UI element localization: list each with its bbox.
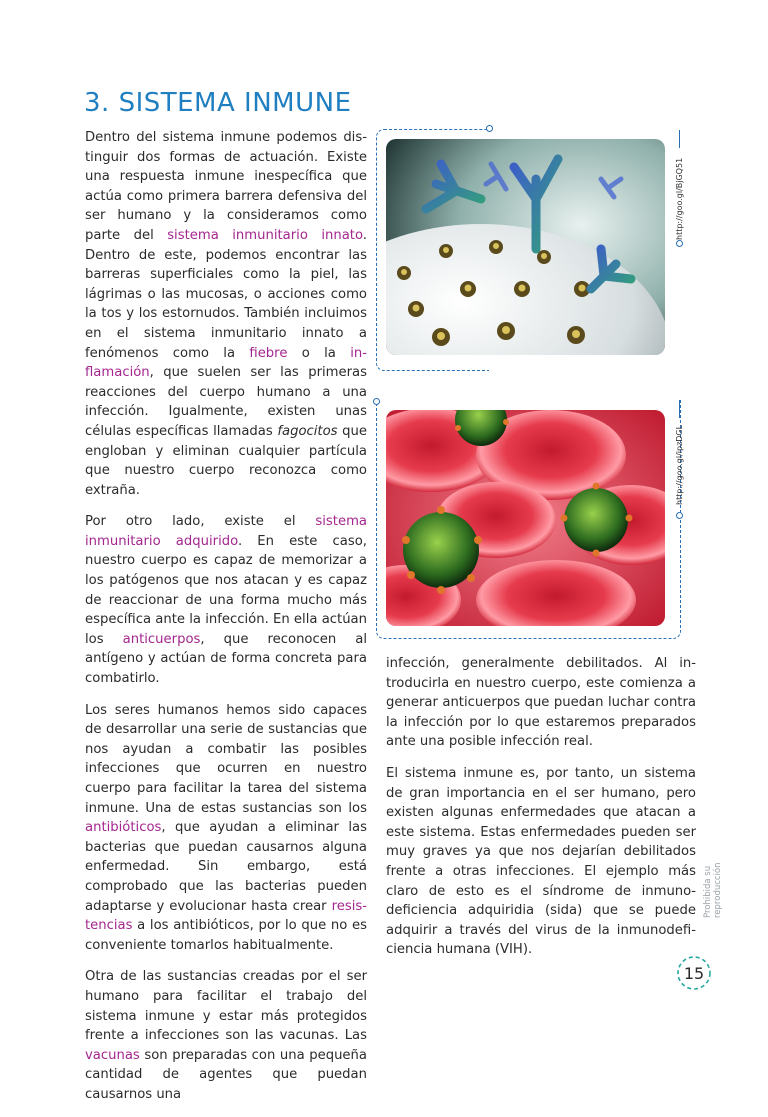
image1-caption: http://goo.gl/BjGQ51 — [675, 157, 684, 240]
text-span: que engloban y eliminan cualquier partícula que nuestro cuerpo reconozca como extraña. — [85, 423, 367, 498]
right-text-column — [386, 654, 696, 972]
page-number-badge — [676, 955, 712, 991]
term-vacunas: vacunas — [85, 1047, 140, 1063]
text-span: Dentro del sistema inmune podemos distinguir dos formas de actuación. Existe una respuesta inmune inespecífica que actúa como primera barrera defensiva del ser humano y la consideramos como parte del — [85, 130, 367, 243]
paragraph-vaccines — [85, 967, 367, 1104]
text-span: , que ayudan a eliminar las bacterias que puedan causarnos alguna enfermedad. Sin embargo, está comprobado que las bacterias pueden adaptarse y evolucionar hasta crear — [85, 820, 367, 914]
term-fagocitos: fagocitos — [277, 423, 338, 439]
frame-dot — [486, 125, 493, 132]
term-antibioticos: antibióticos — [85, 820, 162, 836]
caption-line — [679, 400, 680, 418]
frame-dot — [373, 398, 380, 405]
paragraph-antibiotics — [85, 701, 367, 956]
term-anticuerpos: anticuerpos — [122, 631, 201, 647]
paragraph-acquired — [85, 512, 367, 688]
paragraph-vaccines-continued: infección, generalmente debilitados. Al introducirla en nuestro cuerpo, este comienza a generar anticuerpos que puedan luchar contra la infección por lo que estaremos preparados ante una posible infección real. — [386, 656, 696, 750]
text-span: . Dentro de este, podemos encontrar las barreras superficiales como la piel, las lágrimas o las mucosas, o acciones como la tos y los estornudos. También incluimos en el sistema inmunitario innato a fenómenos como la — [85, 227, 367, 361]
antibodies-image — [386, 139, 665, 355]
text-span: a los antibióticos, por lo que no es conveniente tomarlos habitualmente. — [85, 918, 367, 953]
page-number: 15 — [683, 963, 705, 983]
virus-blood-cells-image — [386, 410, 665, 626]
text-span: Por otro lado, existe el — [85, 514, 316, 530]
term-fiebre: fiebre — [249, 345, 288, 361]
term-resistencias: resistencias — [85, 898, 367, 934]
text-span: Los seres humanos hemos sido capaces de desarrollar una serie de sustancias que nos ayudan a combatir las posibles infecciones que ocurren en nuestro cuerpo para facilitar la tarea del sistema inmune. Una de estas sustancias son los — [85, 702, 367, 816]
left-text-column — [85, 128, 367, 1117]
section-title: 3. SISTEMA INMUNE — [84, 88, 352, 118]
text-span: o la — [287, 345, 351, 361]
text-span: son preparadas con una pequeña cantidad de agentes que puedan causarnos una — [85, 1047, 367, 1102]
text-span: Otra de las sustancias creadas por el ser humano para facilitar el trabajo del sistema inmune y estar más protegidos frente a infecciones son las vacunas. Las — [85, 969, 367, 1044]
term-inflamacion: inflamación — [85, 345, 368, 381]
text-span: , que suelen ser las primeras reacciones del cuerpo humano a una infección. Igualmente, existen unas células específicas llamadas — [85, 365, 367, 439]
term-sistema-innato: sistema inmunitario innato — [167, 227, 363, 243]
text-span: . En este caso, nuestro cuerpo es capaz de memorizar a los patógenos que nos atacan y es capaz de reaccionar de una forma mucho más específica ante la infección. En ella actúan los — [85, 533, 367, 647]
text-span: , que reconocen al antígeno y actúan de forma concreta para combatirlo. — [85, 631, 368, 687]
paragraph-innate — [85, 128, 367, 500]
image2-caption: http://goo.gl/ipzDGL — [675, 424, 684, 505]
frame-dot — [676, 512, 683, 519]
caption-line — [679, 130, 680, 148]
term-sistema-adquirido: sistema inmunitario adquirido — [85, 514, 367, 549]
copyright-note: Prohibida su reproducción — [703, 862, 723, 918]
frame-dot — [676, 240, 683, 247]
paragraph-immune-diseases: El sistema inmune es, por tanto, un sistema de gran importancia en el ser humano, pero existen algunas enfermedades que atacan a este sistema. Estas enfermedades pueden ser muy graves ya que nos dejarían debilitados frente a otras infecciones. El ejemplo más claro de esto es el síndrome de inmunodeficiencia adquiridia (sida) que se puede adquirir a través del virus de la inmunodeficiencia humana (VIH). — [386, 765, 696, 958]
